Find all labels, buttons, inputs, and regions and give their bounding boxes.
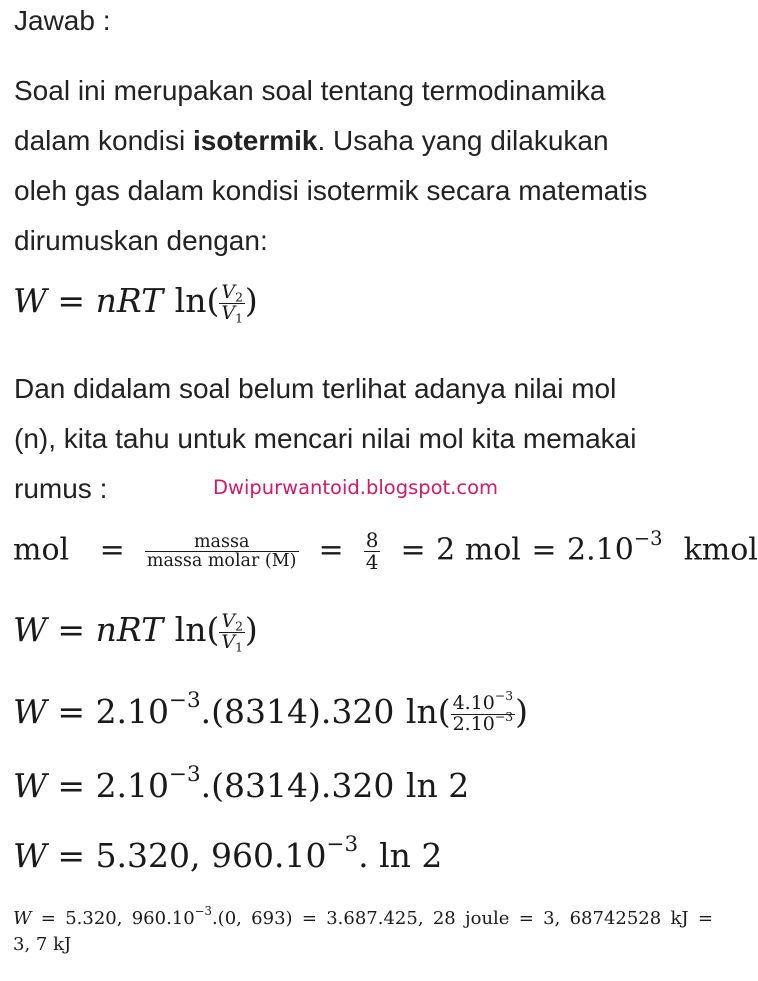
intro-line-2-post: . Usaha yang dilakukan: [317, 125, 609, 156]
work-symbol: W: [13, 610, 47, 649]
mol-result: 2 mol: [436, 532, 521, 568]
work-symbol: W: [13, 908, 32, 929]
work-symbol: W: [13, 281, 47, 320]
intro-line-2: [14, 116, 609, 166]
mol-line-2: (n), kita tahu untuk mencari nilai mol kita memakai: [14, 423, 637, 454]
volume-ratio: $\frac{V_2}{V_1}$: [221, 280, 243, 326]
isotermik-term: isotermik: [192, 125, 318, 156]
nrt-term: nRT: [95, 281, 164, 320]
work-formula: W = nRT ln( $\frac{V_2}{V_1}$ ): [13, 280, 258, 326]
work-symbol: W: [13, 692, 47, 731]
mol-line-3: rumus :: [14, 473, 108, 504]
work-product: W = 5.320, $960.10^{-3}$. ln 2: [13, 831, 443, 875]
volume-values-ratio: $\frac{4.10^{-3}}{2.10^{-3}}$: [452, 688, 514, 735]
mass-ratio: $\frac{\text{massa}}{\text{massa molar (M)}}$: [146, 531, 297, 571]
work-simplified: $W = 2.10^{-3}.(8314).320$ ln 2: [13, 761, 470, 805]
work-symbol: W: [13, 766, 47, 805]
value-ratio: $\frac{8}{4}$: [365, 528, 379, 574]
watermark-link[interactable]: Dwipurwantoid.blogspot.com: [213, 476, 499, 499]
kmol-result: 2.10: [567, 532, 634, 568]
kmol-unit: kmol: [683, 532, 758, 568]
mol-line-1: Dan didalam soal belum terlihat adanya nilai mol: [14, 373, 617, 404]
intro-line-1: Soal ini merupakan soal tentang termodinamika: [14, 75, 606, 106]
work-formula-repeat: W = nRT ln( $\frac{V_2}{V_1}$ ): [13, 609, 258, 655]
intro-line-4: dirumuskan dengan:: [14, 225, 268, 256]
ln-function: ln: [174, 610, 207, 649]
final-result-line-2: 3, 7 kJ: [13, 934, 72, 955]
intro-line-2-pre: dalam kondisi: [14, 125, 193, 156]
joule-result: 3.687.425, 28 joule: [326, 908, 510, 929]
work-substitution: $W = 2.10^{-3}.(8314).320$ ln( $\frac{4.10^{-3}}{2.10^{-3}}$ ): [13, 687, 528, 735]
intro-line-3: oleh gas dalam kondisi isotermik secara matematis: [14, 175, 648, 206]
ln-function: ln: [174, 281, 207, 320]
final-result-line-1: W = 5.320, $960.10^{-3}.(0$, 693) = 3.687.425, 28 joule = 3, 68742528 kJ =: [13, 904, 713, 929]
work-symbol: W: [13, 836, 47, 875]
nrt-term: nRT: [95, 610, 164, 649]
volume-ratio: $\frac{V_2}{V_1}$: [221, 609, 243, 655]
kj-result: 3, 68742528 kJ: [543, 908, 689, 929]
answer-heading: Jawab :: [14, 5, 111, 36]
mol-equation: mol = $\frac{\text{massa}}{\text{massa molar (M)}}$ = $\frac{8}{4}$ = 2 mol = $2.10^{-3}$ kmol: [13, 526, 758, 574]
mol-label: mol: [13, 532, 70, 568]
